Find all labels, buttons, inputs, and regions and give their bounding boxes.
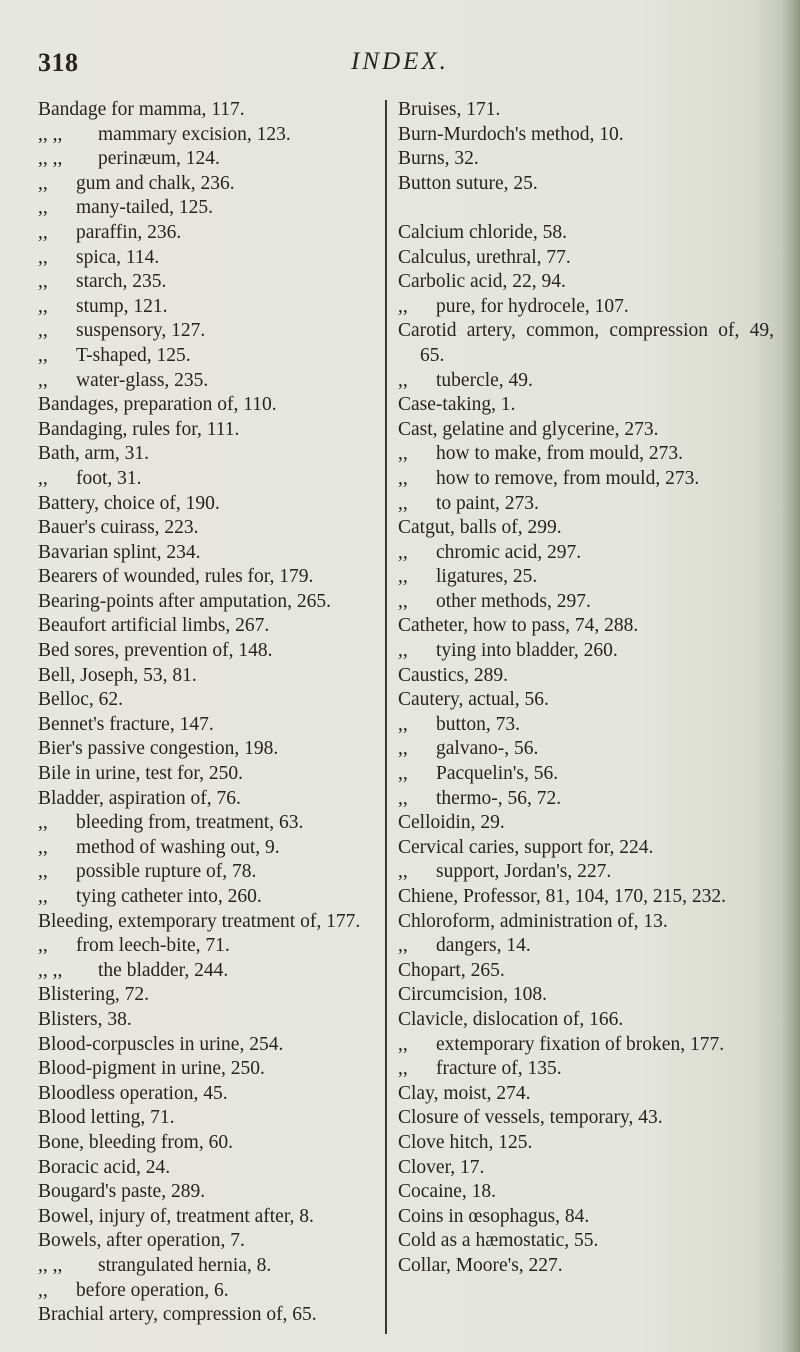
- ditto-mark: ,,: [38, 295, 48, 317]
- index-heading-entry: [398, 1254, 774, 1279]
- entry-text: before operation, 6.: [76, 1279, 229, 1301]
- entry-text: Belloc, 62.: [38, 689, 124, 711]
- index-heading-entry: [398, 885, 774, 910]
- index-heading-entry: [398, 1229, 774, 1254]
- index-heading-entry: [38, 983, 380, 1008]
- entry-text: Boracic acid, 24.: [38, 1156, 171, 1178]
- ditto-mark: ,,: [398, 713, 408, 735]
- index-heading-entry: [398, 614, 774, 639]
- ditto-mark: ,,: [398, 443, 408, 465]
- entry-text: gum and chalk, 236.: [76, 172, 235, 194]
- entry-text: Cocaine, 18.: [398, 1181, 497, 1203]
- index-heading-entry: [38, 787, 380, 812]
- index-heading-entry: [38, 1082, 380, 1107]
- entry-text: extemporary fixation of broken, 177.: [436, 1033, 725, 1055]
- index-heading-entry: [38, 762, 380, 787]
- entry-text: spica, 114.: [76, 246, 160, 268]
- index-subentry: [38, 295, 380, 320]
- entry-text: strangulated hernia, 8.: [98, 1254, 272, 1276]
- index-heading-entry: [38, 1180, 380, 1205]
- entry-text: Battery, choice of, 190.: [38, 492, 220, 514]
- ditto-mark-double: [38, 147, 98, 172]
- entry-text: Burns, 32.: [398, 148, 479, 170]
- ditto-mark: ,,: [398, 541, 408, 563]
- index-heading-entry: [398, 910, 774, 935]
- index-subentry: [398, 369, 774, 394]
- index-subentry: [398, 541, 774, 566]
- entry-text: Bile in urine, test for, 250.: [38, 763, 244, 785]
- entry-text: mammary excision, 123.: [98, 123, 291, 145]
- index-subentry: [38, 1254, 380, 1279]
- page-header: [0, 48, 800, 88]
- index-heading-entry: [398, 221, 774, 246]
- index-heading-entry: [398, 418, 774, 443]
- ditto-mark: ,,: [398, 1058, 408, 1080]
- index-heading-entry: [398, 393, 774, 418]
- entry-text: thermo-, 56, 72.: [436, 787, 562, 809]
- index-subentry: [398, 639, 774, 664]
- entry-text: Clover, 17.: [398, 1156, 485, 1178]
- index-heading-entry: [38, 393, 380, 418]
- entry-text: Clavicle, dislocation of, 166.: [398, 1008, 624, 1030]
- entry-text: button, 73.: [436, 713, 520, 735]
- ditto-mark: ,,: [38, 246, 48, 268]
- ditto-mark: ,,: [52, 148, 63, 170]
- index-subentry: [38, 221, 380, 246]
- column-divider: [385, 100, 387, 1334]
- entry-text: Coins in œsophagus, 84.: [398, 1205, 590, 1227]
- running-head: INDEX.: [351, 48, 449, 75]
- entry-text: Bearing-points after amputation, 265.: [38, 590, 331, 612]
- index-heading-entry: [38, 1033, 380, 1058]
- ditto-mark: ,,: [38, 959, 48, 981]
- ditto-mark: ,,: [38, 320, 48, 342]
- ditto-mark: ,,: [38, 467, 48, 489]
- entry-text: Blistering, 72.: [38, 984, 150, 1006]
- entry-text: many-tailed, 125.: [76, 197, 214, 219]
- entry-text: Cold as a hæmostatic, 55.: [398, 1230, 599, 1252]
- index-subentry: [398, 1033, 774, 1058]
- index-heading-entry: [38, 1229, 380, 1254]
- ditto-mark: ,,: [38, 271, 48, 293]
- entry-text: Button suture, 25.: [398, 172, 538, 194]
- index-subentry: [38, 1279, 380, 1304]
- entry-text: Calcium chloride, 58.: [398, 221, 567, 243]
- index-subentry: [38, 196, 380, 221]
- index-heading-entry: [398, 319, 774, 368]
- index-subentry: [38, 319, 380, 344]
- index-subentry: [38, 270, 380, 295]
- index-subentry: [398, 762, 774, 787]
- entry-text: T-shaped, 125.: [76, 344, 191, 366]
- index-heading-entry: [38, 590, 380, 615]
- index-heading-entry: [398, 836, 774, 861]
- entry-text: ligatures, 25.: [436, 566, 538, 588]
- index-heading-entry: [38, 688, 380, 713]
- entry-text: other methods, 297.: [436, 590, 591, 612]
- index-heading-entry: [38, 418, 380, 443]
- entry-text: Bandage for mamma, 117.: [38, 99, 245, 120]
- entry-text: Bowel, injury of, treatment after, 8.: [38, 1205, 314, 1227]
- entry-text: galvano-, 56.: [436, 738, 539, 760]
- entry-text: Closure of vessels, temporary, 43.: [398, 1107, 663, 1129]
- ditto-mark: ,,: [38, 123, 48, 145]
- entry-text: Bearers of wounded, rules for, 179.: [38, 566, 314, 588]
- entry-text: Chloroform, administration of, 13.: [398, 910, 668, 932]
- ditto-mark: ,,: [398, 590, 408, 612]
- index-subentry: [38, 369, 380, 394]
- entry-text: Bougard's paste, 289.: [38, 1181, 206, 1203]
- index-heading-entry: [398, 172, 774, 197]
- index-subentry: [38, 467, 380, 492]
- index-heading-entry: [398, 664, 774, 689]
- entry-text: Brachial artery, compression of, 65.: [38, 1304, 317, 1326]
- entry-text: Catgut, balls of, 299.: [398, 517, 562, 539]
- index-heading-entry: [38, 1205, 380, 1230]
- ditto-mark: ,,: [38, 836, 48, 858]
- entry-text: Bauer's cuirass, 223.: [38, 517, 199, 539]
- ditto-mark: ,,: [38, 935, 48, 957]
- entry-text: the bladder, 244.: [98, 959, 229, 981]
- index-subentry: [38, 959, 380, 984]
- ditto-mark: ,,: [38, 1254, 48, 1276]
- index-section-gap: [398, 196, 774, 221]
- index-heading-entry: [38, 1106, 380, 1131]
- ditto-mark: ,,: [38, 812, 48, 834]
- ditto-mark: ,,: [38, 1279, 48, 1301]
- index-subentry: [398, 737, 774, 762]
- index-heading-entry: [398, 1156, 774, 1181]
- ditto-mark: ,,: [52, 123, 63, 145]
- entry-text: Collar, Moore's, 227.: [398, 1254, 563, 1276]
- index-subentry: [398, 492, 774, 517]
- index-heading-entry: [398, 1131, 774, 1156]
- entry-text: Celloidin, 29.: [398, 812, 505, 834]
- entry-text: Carbolic acid, 22, 94.: [398, 271, 566, 293]
- index-subentry: [398, 467, 774, 492]
- index-subentry: [38, 172, 380, 197]
- index-subentry: [38, 246, 380, 271]
- index-heading-entry: [398, 1008, 774, 1033]
- index-subentry: [398, 860, 774, 885]
- index-heading-entry: [398, 1180, 774, 1205]
- index-subentry: [38, 934, 380, 959]
- entry-text: Calculus, urethral, 77.: [398, 246, 571, 268]
- entry-text: Clay, moist, 274.: [398, 1082, 531, 1104]
- entry-text: pure, for hydrocele, 107.: [436, 295, 629, 317]
- entry-text: water-glass, 235.: [76, 369, 209, 391]
- index-heading-entry: [398, 270, 774, 295]
- page-edge-shadow: [782, 0, 800, 1352]
- entry-text: support, Jordan's, 227.: [436, 861, 612, 883]
- entry-text: Bone, bleeding from, 60.: [38, 1131, 233, 1153]
- index-heading-entry: [38, 1008, 380, 1033]
- entry-text: Bladder, aspiration of, 76.: [38, 787, 241, 809]
- entry-text: Caustics, 289.: [398, 664, 508, 686]
- ditto-mark: ,,: [52, 959, 63, 981]
- entry-text: fracture of, 135.: [436, 1058, 562, 1080]
- index-subentry: [398, 713, 774, 738]
- entry-text: Bell, Joseph, 53, 81.: [38, 664, 197, 686]
- ditto-mark: ,,: [38, 148, 48, 170]
- entry-text: suspensory, 127.: [76, 320, 206, 342]
- index-subentry: [398, 787, 774, 812]
- index-subentry: [38, 885, 380, 910]
- entry-text: Case-taking, 1.: [398, 394, 516, 416]
- ditto-mark: ,,: [38, 886, 48, 907]
- entry-text: possible rupture of, 78.: [76, 861, 257, 883]
- index-heading-entry: [398, 246, 774, 271]
- index-subentry: [398, 590, 774, 615]
- entry-text: Clove hitch, 125.: [398, 1131, 533, 1153]
- entry-text: Chiene, Professor, 81, 104, 170, 215, 232.: [398, 886, 726, 907]
- entry-text: bleeding from, treatment, 63.: [76, 812, 304, 834]
- ditto-mark: ,,: [52, 1254, 63, 1276]
- index-heading-entry: [398, 1082, 774, 1107]
- entry-text: Bloodless operation, 45.: [38, 1082, 228, 1104]
- index-heading-entry: [38, 614, 380, 639]
- ditto-mark: ,,: [398, 492, 408, 514]
- entry-text: chromic acid, 297.: [436, 541, 582, 563]
- entry-text: Bleeding, extemporary treatment of, 177.: [38, 910, 361, 932]
- index-subentry: [38, 860, 380, 885]
- entry-text: Bier's passive congestion, 198.: [38, 738, 279, 760]
- entry-text: Catheter, how to pass, 74, 288.: [398, 615, 639, 637]
- index-column-right: [398, 98, 774, 1279]
- entry-text: Blood-corpuscles in urine, 254.: [38, 1033, 284, 1055]
- index-heading-entry: [38, 1303, 380, 1328]
- index-subentry: [38, 344, 380, 369]
- page-number: 318: [38, 48, 79, 77]
- entry-text: how to make, from mould, 273.: [436, 443, 683, 465]
- entry-text: Burn-Murdoch's method, 10.: [398, 123, 624, 145]
- ditto-mark: ,,: [398, 467, 408, 489]
- entry-text: Bavarian splint, 234.: [38, 541, 201, 563]
- index-subentry: [398, 934, 774, 959]
- index-heading-entry: [38, 516, 380, 541]
- ditto-mark: ,,: [398, 295, 408, 317]
- ditto-mark: ,,: [38, 369, 48, 391]
- entry-text: Chopart, 265.: [398, 959, 505, 981]
- ditto-mark: ,,: [398, 935, 408, 957]
- entry-text: dangers, 14.: [436, 935, 531, 957]
- index-heading-entry: [398, 516, 774, 541]
- ditto-mark: ,,: [38, 172, 48, 194]
- entry-text: Beaufort artificial limbs, 267.: [38, 615, 270, 637]
- entry-text: tubercle, 49.: [436, 369, 533, 391]
- index-heading-entry: [38, 910, 380, 935]
- entry-text: Blood-pigment in urine, 250.: [38, 1058, 265, 1080]
- ditto-mark: ,,: [398, 566, 408, 588]
- entry-text: Bruises, 171.: [398, 99, 501, 120]
- entry-text: stump, 121.: [76, 295, 168, 317]
- ditto-mark-double: [38, 959, 98, 984]
- entry-text: paraffin, 236.: [76, 221, 182, 243]
- entry-text: Blisters, 38.: [38, 1008, 132, 1030]
- ditto-mark: ,,: [398, 861, 408, 883]
- index-subentry: [398, 295, 774, 320]
- ditto-mark-double: [38, 1254, 98, 1279]
- ditto-mark: ,,: [398, 738, 408, 760]
- index-heading-entry: [38, 492, 380, 517]
- entry-text: Cervical caries, support for, 224.: [398, 836, 654, 858]
- entry-text: Blood letting, 71.: [38, 1107, 175, 1129]
- index-heading-entry: [38, 1057, 380, 1082]
- entry-text: Bath, arm, 31.: [38, 443, 150, 465]
- entry-text: Bandages, preparation of, 110.: [38, 394, 277, 416]
- index-heading-entry: [398, 811, 774, 836]
- index-subentry: [398, 1057, 774, 1082]
- entry-text: Carotid artery, common, compression of, 49, 65.: [398, 320, 774, 366]
- index-subentry: [38, 836, 380, 861]
- index-heading-entry: [38, 664, 380, 689]
- index-subentry: [38, 811, 380, 836]
- entry-text: Cautery, actual, 56.: [398, 689, 549, 711]
- index-heading-entry: [38, 541, 380, 566]
- index-heading-entry: [38, 565, 380, 590]
- entry-text: method of washing out, 9.: [76, 836, 280, 858]
- index-heading-entry: [398, 98, 774, 123]
- entry-text: how to remove, from mould, 273.: [436, 467, 700, 489]
- ditto-mark: ,,: [38, 861, 48, 883]
- entry-text: from leech-bite, 71.: [76, 935, 230, 957]
- index-heading-entry: [398, 688, 774, 713]
- index-heading-entry: [398, 123, 774, 148]
- entry-text: starch, 235.: [76, 271, 167, 293]
- index-heading-entry: [38, 639, 380, 664]
- index-heading-entry: [398, 1205, 774, 1230]
- index-column-left: [38, 98, 380, 1328]
- index-heading-entry: [38, 1156, 380, 1181]
- index-heading-entry: [38, 1131, 380, 1156]
- entry-text: perinæum, 124.: [98, 148, 220, 170]
- index-heading-entry: [38, 442, 380, 467]
- index-subentry: [398, 565, 774, 590]
- ditto-mark: ,,: [398, 640, 408, 662]
- entry-text: to paint, 273.: [436, 492, 539, 514]
- ditto-mark: ,,: [38, 221, 48, 243]
- index-heading-entry: [398, 983, 774, 1008]
- index-heading-entry: [398, 147, 774, 172]
- ditto-mark: ,,: [398, 369, 408, 391]
- ditto-mark: ,,: [398, 1033, 408, 1055]
- entry-text: tying catheter into, 260.: [76, 886, 262, 907]
- entry-text: Bowels, after operation, 7.: [38, 1230, 245, 1252]
- entry-text: Circumcision, 108.: [398, 984, 547, 1006]
- index-subentry: [38, 147, 380, 172]
- index-subentry: [38, 123, 380, 148]
- index-heading-entry: [398, 1106, 774, 1131]
- ditto-mark-double: [38, 123, 98, 148]
- index-heading-entry: [38, 98, 380, 123]
- entry-text: Cast, gelatine and glycerine, 273.: [398, 418, 659, 440]
- entry-text: tying into bladder, 260.: [436, 640, 618, 662]
- ditto-mark: ,,: [38, 344, 48, 366]
- ditto-mark: ,,: [38, 197, 48, 219]
- entry-text: Bed sores, prevention of, 148.: [38, 640, 273, 662]
- index-heading-entry: [38, 713, 380, 738]
- entry-text: Pacquelin's, 56.: [436, 763, 559, 785]
- index-heading-entry: [38, 737, 380, 762]
- entry-text: Bandaging, rules for, 111.: [38, 418, 240, 440]
- ditto-mark: ,,: [398, 763, 408, 785]
- index-subentry: [398, 442, 774, 467]
- entry-text: foot, 31.: [76, 467, 142, 489]
- entry-text: Bennet's fracture, 147.: [38, 713, 214, 735]
- index-heading-entry: [398, 959, 774, 984]
- ditto-mark: ,,: [398, 787, 408, 809]
